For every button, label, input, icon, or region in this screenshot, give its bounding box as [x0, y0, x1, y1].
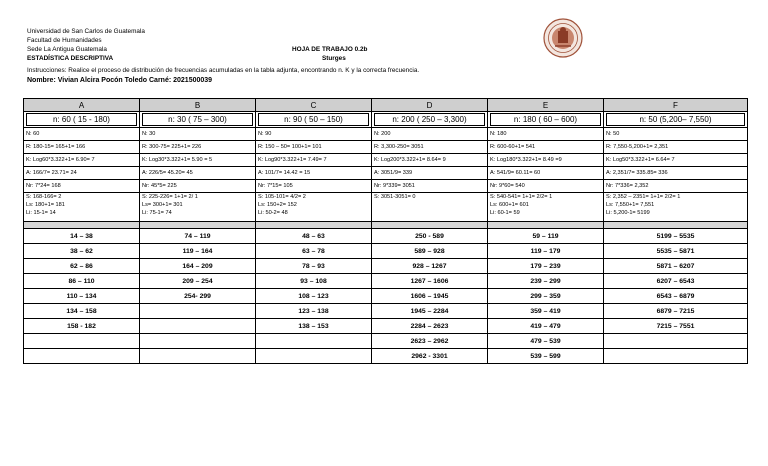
calc-row — [24, 167, 748, 180]
limits-cell — [372, 193, 488, 222]
interval-cell: 93 – 108 — [256, 274, 372, 289]
limit-line: Ls: 7,550+1= 7,551 — [606, 202, 655, 208]
interval-cell: 479 – 539 — [488, 334, 604, 349]
calc-cell: K: Log60*3.322+1= 6.90= 7 — [24, 154, 140, 167]
interval-row — [24, 229, 748, 244]
calc-cell: A: 101/7= 14.42 = 15 — [256, 167, 372, 180]
limit-line: Ls: 600+1= 601 — [490, 202, 529, 208]
interval-cell: 5199 – 5535 — [604, 229, 748, 244]
calc-cell: N: 30 — [140, 128, 256, 141]
limit-line: Li: 5,200-1= 5199 — [606, 210, 650, 216]
sample-size-cell-text: n: 30 ( 75 – 300) — [142, 113, 253, 126]
interval-cell — [256, 334, 372, 349]
limit-line: S: 105-101= 4/2= 2 — [258, 194, 306, 200]
interval-cell: 59 – 119 — [488, 229, 604, 244]
interval-cell: 1606 – 1945 — [372, 289, 488, 304]
separator-cell — [488, 222, 604, 229]
calc-cell: R: 300-75= 225+1= 226 — [140, 141, 256, 154]
calc-cell: N: 60 — [24, 128, 140, 141]
interval-cell: 5871 – 6207 — [604, 259, 748, 274]
interval-cell: 2623 – 2962 — [372, 334, 488, 349]
interval-cell: 62 – 86 — [24, 259, 140, 274]
frequency-table — [23, 98, 748, 364]
sample-size-cell-text: n: 50 (5,200– 7,550) — [606, 113, 745, 126]
sample-size-cell — [604, 112, 748, 128]
interval-cell: 119 – 164 — [140, 244, 256, 259]
column-letter: C — [256, 99, 372, 112]
column-letter: F — [604, 99, 748, 112]
interval-row — [24, 334, 748, 349]
interval-cell: 6543 – 6879 — [604, 289, 748, 304]
calc-cell: Nr: 9*60= 540 — [488, 180, 604, 193]
calc-cell: R: 600-60+1= 541 — [488, 141, 604, 154]
interval-row — [24, 259, 748, 274]
calc-row — [24, 154, 748, 167]
limits-cell — [140, 193, 256, 222]
university-name: Universidad de San Carlos de Guatemala — [27, 28, 145, 35]
limit-line: S: 225-226= 1+1= 2/ 1 — [142, 194, 198, 200]
interval-cell: 158 - 182 — [24, 319, 140, 334]
limits-cell — [488, 193, 604, 222]
interval-cell: 299 – 359 — [488, 289, 604, 304]
interval-cell: 14 – 38 — [24, 229, 140, 244]
interval-cell: 119 – 179 — [488, 244, 604, 259]
limits-row — [24, 193, 748, 222]
calc-cell: Nr: 45*5= 225 — [140, 180, 256, 193]
sample-size-cell — [140, 112, 256, 128]
separator-row — [24, 222, 748, 229]
interval-cell: 209 – 254 — [140, 274, 256, 289]
column-letter: B — [140, 99, 256, 112]
interval-cell: 6207 – 6543 — [604, 274, 748, 289]
faculty-name: Facultad de Humanidades — [27, 37, 102, 44]
interval-cell: 38 – 62 — [24, 244, 140, 259]
column-letters-row — [24, 99, 748, 112]
limit-line: Li: 15-1= 14 — [26, 210, 56, 216]
interval-cell: 254- 299 — [140, 289, 256, 304]
limit-line: Ls: 150+2= 152 — [258, 202, 297, 208]
interval-cell: 164 – 209 — [140, 259, 256, 274]
interval-cell: 2962 - 3301 — [372, 349, 488, 364]
interval-cell: 5535 – 5871 — [604, 244, 748, 259]
calc-cell: K: Log30*3.322+1= 5.90 = 5 — [140, 154, 256, 167]
limit-line: Li: 75-1= 74 — [142, 210, 172, 216]
sample-size-cell-text: n: 200 ( 250 – 3,300) — [374, 113, 485, 126]
separator-cell — [604, 222, 748, 229]
calc-cell: R: 180-15= 165+1= 166 — [24, 141, 140, 154]
sample-size-cell — [24, 112, 140, 128]
interval-row — [24, 304, 748, 319]
interval-cell — [24, 334, 140, 349]
interval-cell: 138 – 153 — [256, 319, 372, 334]
interval-cell — [140, 304, 256, 319]
interval-cell — [604, 334, 748, 349]
interval-cell: 539 – 599 — [488, 349, 604, 364]
campus-name: Sede La Antigua Guatemala — [27, 46, 107, 53]
separator-cell — [24, 222, 140, 229]
limit-line: Ls= 300+1= 301 — [142, 202, 183, 208]
calc-cell: N: 200 — [372, 128, 488, 141]
interval-cell: 74 – 119 — [140, 229, 256, 244]
interval-cell: 419 – 479 — [488, 319, 604, 334]
university-seal-logo — [543, 18, 583, 58]
interval-cell: 48 – 63 — [256, 229, 372, 244]
calc-cell: R: 150 – 50= 100+1= 101 — [256, 141, 372, 154]
sample-size-row — [24, 112, 748, 128]
page-title: HOJA DE TRABAJO 0.2b — [292, 46, 368, 53]
interval-cell: 110 – 134 — [24, 289, 140, 304]
interval-cell: 86 – 110 — [24, 274, 140, 289]
course-name: ESTADÍSTICA DESCRIPTIVA — [27, 55, 114, 62]
sample-size-cell — [256, 112, 372, 128]
limit-line: Li: 50-2= 48 — [258, 210, 288, 216]
sample-size-cell-text: n: 90 ( 50 – 150) — [258, 113, 369, 126]
calc-row — [24, 128, 748, 141]
separator-cell — [372, 222, 488, 229]
calc-cell: K: Log180*3.322+1= 8.49 =9 — [488, 154, 604, 167]
interval-cell: 134 – 158 — [24, 304, 140, 319]
sample-size-cell — [488, 112, 604, 128]
calc-row — [24, 141, 748, 154]
calc-cell: A: 166/7= 23.71= 24 — [24, 167, 140, 180]
calc-cell: Nr: 7*336= 2,352 — [604, 180, 748, 193]
interval-cell: 1267 – 1606 — [372, 274, 488, 289]
interval-cell — [256, 349, 372, 364]
calc-cell: Nr: 9*339= 3051 — [372, 180, 488, 193]
calc-cell: A: 541/9= 60.11= 60 — [488, 167, 604, 180]
interval-cell: 108 – 123 — [256, 289, 372, 304]
calc-cell: Nr: 7*15= 105 — [256, 180, 372, 193]
limit-line: S: 3051-3051= 0 — [374, 194, 416, 200]
calc-cell: K: Log200*3.322+1= 8.64= 9 — [372, 154, 488, 167]
calc-cell: K: Log90*3.322+1= 7.49= 7 — [256, 154, 372, 167]
student-name: Nombre: Vivian Alcira Pocón Toledo Carné: 2021500039 — [27, 77, 213, 84]
interval-cell: 250 - 589 — [372, 229, 488, 244]
interval-row — [24, 274, 748, 289]
limits-cell — [256, 193, 372, 222]
interval-cell — [604, 349, 748, 364]
sample-size-cell-text: n: 60 ( 15 - 180) — [26, 113, 137, 126]
calc-cell: A: 2,351/7= 335.85= 336 — [604, 167, 748, 180]
separator-cell — [140, 222, 256, 229]
calc-cell: Nr: 7*24= 168 — [24, 180, 140, 193]
interval-cell — [140, 334, 256, 349]
interval-cell: 928 – 1267 — [372, 259, 488, 274]
interval-cell: 1945 – 2284 — [372, 304, 488, 319]
interval-cell: 2284 – 2623 — [372, 319, 488, 334]
interval-row — [24, 349, 748, 364]
interval-cell: 7215 – 7551 — [604, 319, 748, 334]
calc-cell: R: 3,300-250= 3051 — [372, 141, 488, 154]
calc-cell: R: 7,550-5,200+1= 2,351 — [604, 141, 748, 154]
interval-cell: 359 – 419 — [488, 304, 604, 319]
instructions: Instrucciones: Realice el proceso de distribución de frecuencias acumuladas en la tabla adjunta, encontrando n. K y la correcta frecuencia. — [27, 67, 420, 74]
interval-row — [24, 244, 748, 259]
interval-cell: 123 – 138 — [256, 304, 372, 319]
limit-line: S: 540-541= 1+1= 2/2= 1 — [490, 194, 553, 200]
calc-cell: K: Log50*3.322+1= 6.64= 7 — [604, 154, 748, 167]
interval-cell — [140, 319, 256, 334]
interval-cell: 179 – 239 — [488, 259, 604, 274]
limits-cell — [604, 193, 748, 222]
calc-cell: N: 50 — [604, 128, 748, 141]
sample-size-cell-text: n: 180 ( 60 – 600) — [490, 113, 601, 126]
column-letter: E — [488, 99, 604, 112]
calc-cell: A: 226/5= 45.20= 45 — [140, 167, 256, 180]
interval-cell — [24, 349, 140, 364]
separator-cell — [256, 222, 372, 229]
interval-row — [24, 319, 748, 334]
column-letter: A — [24, 99, 140, 112]
limits-cell — [24, 193, 140, 222]
page-subtitle: Sturges — [322, 55, 346, 62]
calc-cell: N: 90 — [256, 128, 372, 141]
calc-cell: N: 180 — [488, 128, 604, 141]
interval-cell: 6879 – 7215 — [604, 304, 748, 319]
sample-size-cell — [372, 112, 488, 128]
interval-cell: 589 – 928 — [372, 244, 488, 259]
interval-cell: 239 – 299 — [488, 274, 604, 289]
limit-line: Ls: 180+1= 181 — [26, 202, 65, 208]
calc-cell: A: 3051/9= 339 — [372, 167, 488, 180]
limit-line: S: 2,352 – 2351= 1+1= 2/2= 1 — [606, 194, 681, 200]
column-letter: D — [372, 99, 488, 112]
interval-cell: 63 – 78 — [256, 244, 372, 259]
interval-row — [24, 289, 748, 304]
interval-cell: 78 – 93 — [256, 259, 372, 274]
limit-line: S: 168-166= 2 — [26, 194, 62, 200]
calc-row — [24, 180, 748, 193]
limit-line: Li: 60-1= 59 — [490, 210, 520, 216]
interval-cell — [140, 349, 256, 364]
